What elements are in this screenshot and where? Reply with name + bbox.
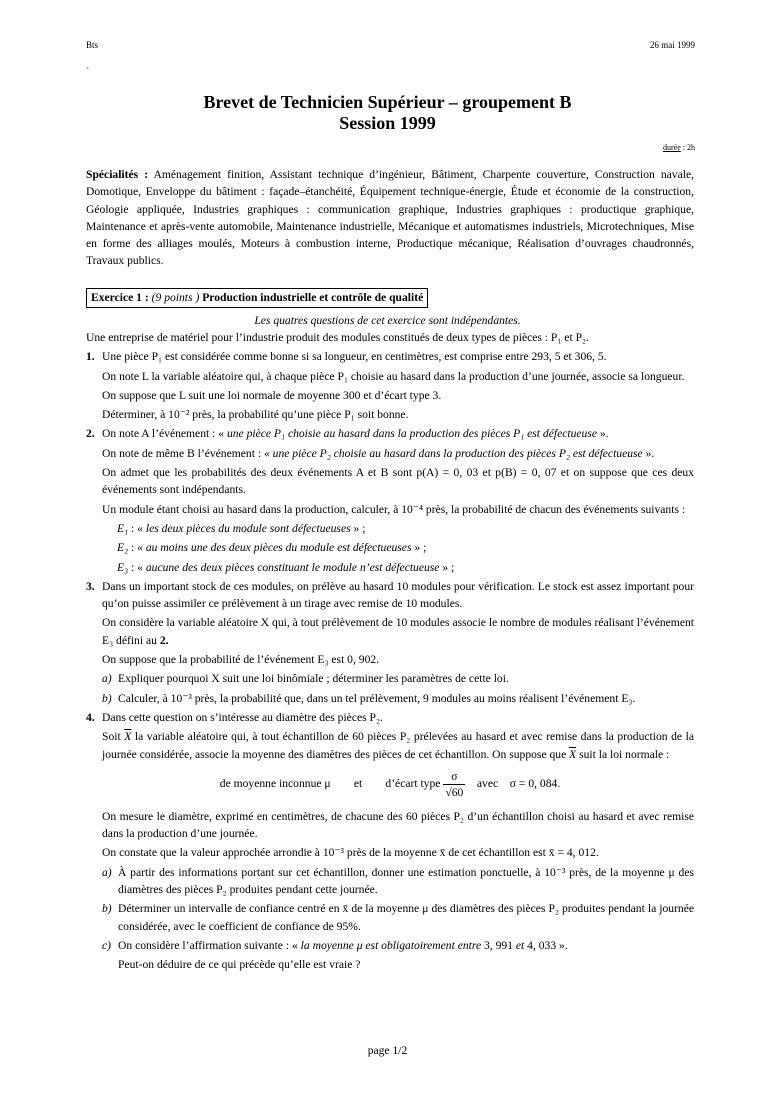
duration-label: durée	[663, 143, 681, 152]
q4-part-b	[86, 900, 694, 935]
preamble: Une entreprise de matériel pour l’industrie produit des modules constitués de deux types de pièces : P₁ et P₂.	[86, 331, 589, 344]
part-text	[118, 937, 694, 954]
x-bar: $\overline{X}$	[124, 730, 132, 744]
fraction-denominator: √60	[445, 785, 464, 799]
exercise-points: (9 points )	[151, 291, 200, 304]
part-label: a)	[102, 672, 112, 686]
text: Soit	[102, 730, 125, 744]
formula-sigma-value: σ = 0, 084.	[509, 776, 561, 790]
document-title	[0, 92, 775, 134]
q1-hypothesis: On suppose que L suit une loi normale de moyenne 300 et d’écart type 3.	[102, 388, 442, 402]
part-label: c)	[102, 938, 112, 952]
event-name: E₂	[117, 541, 129, 555]
question-4	[86, 709, 694, 726]
specialites-paragraph	[86, 166, 694, 270]
q2-event-a	[102, 425, 694, 442]
stray-mark: `	[86, 67, 90, 78]
specialites-text: Aménagement finition, Assistant technique d’ingénieur, Bâtiment, Charpente couverture, Construction navale, Domotique, Enveloppe du bâtiment : façade–étanchéité, Équipement technique-énergie, Étude et économie de la construction, Géologie appliquée, Industries graphiques : communication graphique, Industries graphiques : productique graphique, Maintenance et après-vente automobile, Maintenance industrielle, Mécanique et automatismes industriels, Microtechniques, Mise en forme des alliages moulés, Moteurs à combustion interne, Productique mécanique, Réalisation d’ouvrages chaudronnés, Travaux publics.	[86, 168, 695, 268]
title-line-2: Session 1999	[339, 113, 436, 133]
text: On note de même B l’événement : «	[102, 446, 273, 460]
q1-statement: Une pièce P₁ est considérée comme bonne si sa longueur, en centimètres, est comprise entre 293, 5 et 306, 5.	[102, 350, 607, 364]
q4-part-a	[86, 864, 694, 899]
question-number: 3.	[86, 579, 95, 593]
claim-upper: 4, 033	[524, 938, 557, 952]
header-date: 26 mai 1999	[650, 40, 695, 50]
exercise-heading-box	[86, 288, 428, 308]
text: ».	[642, 446, 655, 460]
exercise-intro: Les quatres questions de cet exercice sont indépendantes.	[254, 314, 521, 327]
formula-with: avec	[476, 776, 499, 790]
q3-part-b	[86, 690, 694, 707]
text: On considère la variable aléatoire X qui, à tout prélèvement de 10 modules associe le nombre de modules réalisant l’événement E₃ défini au	[102, 616, 694, 647]
question-3	[86, 578, 694, 613]
sigma-fraction	[443, 769, 465, 800]
claim-text: la moyenne μ est obligatoirement entre	[300, 938, 482, 952]
claim-lower: 3, 991	[481, 938, 516, 952]
part-label: b)	[102, 902, 112, 916]
exercise-title: Production industrielle et contrôle de qualité	[202, 291, 424, 304]
event-text: les deux pièces du module sont défectueuses	[145, 521, 351, 535]
duration-value: : 2h	[680, 143, 695, 152]
q4-sample-mean: On constate que la valeur approchée arrondie à 10⁻³ près de la moyenne x̄ de cet échantillon est x̄ = 4, 012.	[102, 846, 599, 860]
text: ».	[556, 938, 568, 952]
q3-part-a	[86, 670, 694, 687]
part-text: Calculer, à 10⁻³ près, la probabilité que, dans un tel prélèvement, 9 modules au moins réalisent l’événement E₃.	[118, 691, 636, 705]
specialites-label: Spécialités :	[86, 168, 149, 181]
exercise-body	[86, 329, 694, 974]
event-text: au moins une des deux pièces du module est défectueuses	[145, 541, 412, 555]
q4-part-c-question: Peut-on déduire de ce qui précède qu’elle est vraie ?	[118, 958, 361, 972]
exercise-label: Exercice 1 :	[91, 291, 149, 304]
event-e1: E₁ : « les deux pièces du module sont défectueuses » ;	[117, 521, 366, 535]
part-label: a)	[102, 865, 112, 879]
fraction-numerator: σ	[451, 769, 458, 783]
text: On considère l’affirmation suivante : «	[118, 938, 301, 952]
q3-hypothesis: On suppose que la probabilité de l’événement E₃ est 0, 902.	[102, 653, 380, 667]
question-number: 2.	[86, 427, 95, 441]
event-b-text: une pièce P₂ choisie au hasard dans la production des pièces P₂ est défectueuse	[272, 446, 643, 460]
event-e3: E₃ : « aucune des deux pièces constituant le module n’est défectueuse » ;	[117, 560, 455, 574]
event-a-text: une pièce P₁ choisie au hasard dans la production des pièces P₁ est défectueuse	[226, 427, 597, 441]
question-2	[86, 425, 694, 442]
q2-task: Un module étant choisi au hasard dans la production, calculer, à 10⁻⁴ près, la probabilité de chacun des événements suivants :	[102, 502, 686, 516]
q4-intro: Dans cette question on s’intéresse au diamètre des pièces P₂.	[102, 710, 383, 724]
x-bar: $\overline{X}$	[569, 747, 577, 761]
question-1	[86, 348, 694, 365]
question-number: 4.	[86, 710, 95, 724]
question-ref: 2.	[159, 633, 169, 647]
part-text: Déterminer un intervalle de confiance centré en x̄ de la moyenne μ des diamètres des pièces P₂ produites pendant la journée considérée, avec le coefficient de confiance de 95%.	[118, 902, 694, 933]
part-text: Expliquer pourquoi X suit une loi binômiale ; déterminer les paramètres de cette loi.	[118, 672, 509, 686]
question-number: 1.	[86, 350, 95, 364]
formula-and: et	[353, 776, 363, 790]
formula-sd-label: d’écart type	[385, 776, 441, 790]
title-line-1: Brevet de Technicien Supérieur – groupement B	[203, 92, 572, 112]
q1-definition: On note L la variable aléatoire qui, à chaque pièce P₁ choisie au hasard dans la production d’une journée, associe sa longueur.	[102, 369, 685, 383]
part-label: b)	[102, 691, 112, 705]
event-name: E₁	[117, 521, 129, 535]
text: suit la loi normale :	[576, 747, 670, 761]
event-text: aucune des deux pièces constituant le module n’est défectueuse	[145, 560, 440, 574]
q4-definition	[86, 728, 694, 763]
q4-measure: On mesure le diamètre, exprimé en centimètres, de chacune des 60 pièces P₂ d’un échantillon choisi au hasard et avec remise dans la production d’une journée.	[102, 809, 694, 841]
text: la variable aléatoire qui, à tout échantillon de 60 pièces P₂ prélevées au hasard et avec remise dans la production de la journée considérée, associe la moyenne des diamètres des pièces de cet échantillon. On suppose que	[102, 730, 694, 761]
formula-mean: de moyenne inconnue μ	[219, 776, 331, 790]
q3-definition	[86, 614, 694, 649]
q3-statement: Dans un important stock de ces modules, on prélève au hasard 10 modules pour vérification. Le stock est assez important pour qu’on puisse assimiler ce prélèvement à un tirage avec remise de 10 modules.	[102, 579, 694, 611]
part-text: À partir des informations portant sur cet échantillon, donner une estimation ponctuelle, à 10⁻³ près, de la moyenne μ des diamètres des pièces P₂ produites pendant cette journée.	[118, 865, 694, 897]
claim-and: et	[515, 938, 525, 952]
duration	[663, 139, 695, 156]
normal-law-formula	[86, 769, 694, 800]
q2-event-b	[86, 445, 694, 462]
q1-task: Déterminer, à 10⁻² près, la probabilité qu’une pièce P₁ soit bonne.	[102, 408, 409, 422]
event-name: E₃	[117, 560, 129, 574]
event-e2: E₂ : « au moins une des deux pièces du module est défectueuses » ;	[117, 541, 427, 555]
text: On note A l’événement : «	[102, 427, 227, 441]
text: ».	[597, 427, 609, 441]
q4-part-c	[86, 937, 694, 954]
header-left: Bts	[86, 40, 99, 50]
q2-probabilities: On admet que les probabilités des deux événements A et B sont p(A) = 0, 03 et p(B) = 0, 07 et on suppose que ces deux événements sont indépendants.	[102, 466, 694, 497]
page-number: page 1/2	[367, 1044, 408, 1057]
